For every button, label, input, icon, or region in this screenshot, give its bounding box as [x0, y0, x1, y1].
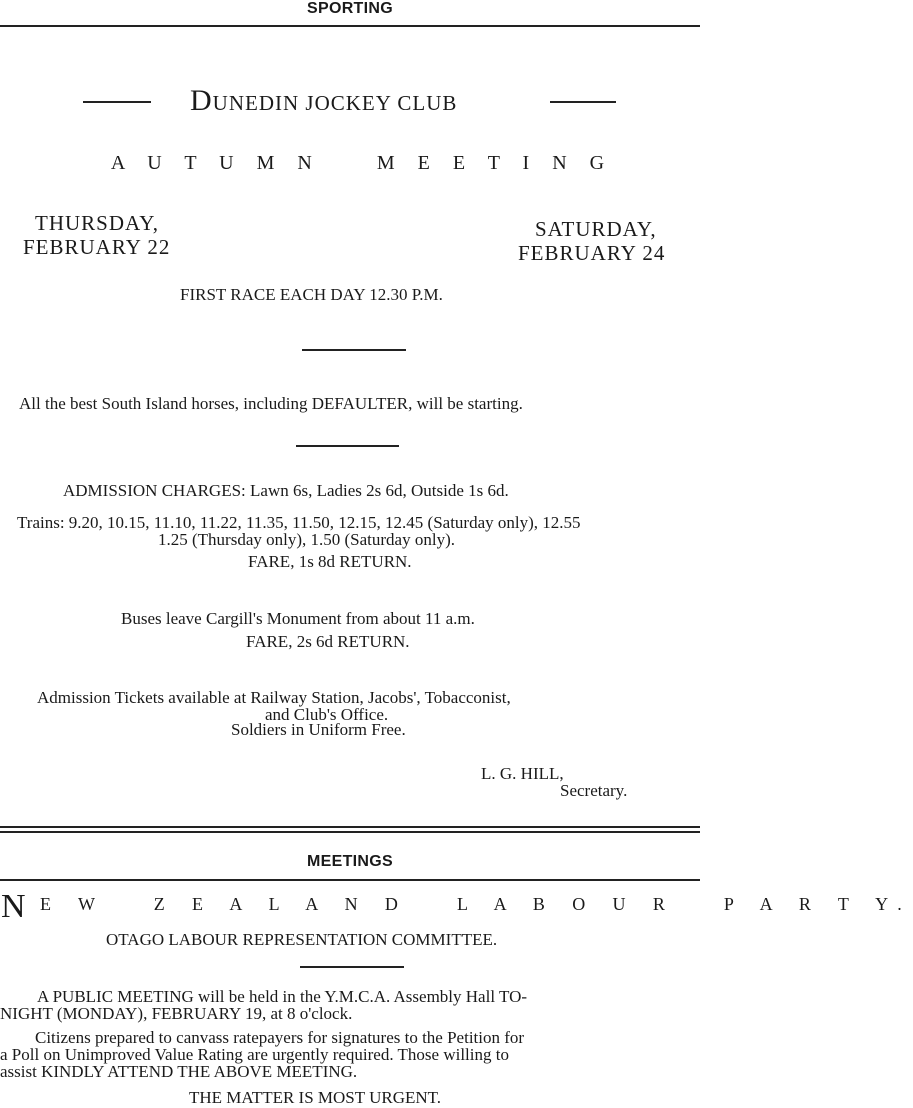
citizens-line-2: a Poll on Unimproved Value Rating are urgently required. Those willing to	[0, 1045, 509, 1064]
club-title	[190, 84, 457, 118]
public-meeting-line-2: NIGHT (MONDAY), FEBRUARY 19, at 8 o'clock.	[0, 1004, 353, 1023]
signatory-title: Secretary.	[560, 781, 628, 800]
top-rule	[0, 25, 700, 27]
admission-charges: ADMISSION CHARGES: Lawn 6s, Ladies 2s 6d, Outside 1s 6d.	[63, 481, 509, 500]
meeting-title: A U T U M N M E E T I N G	[110, 152, 614, 174]
title-dash-left	[83, 101, 151, 103]
bus-fare: FARE, 2s 6d RETURN.	[246, 632, 410, 651]
title-dash-right	[550, 101, 616, 103]
party-title-initial: N	[1, 888, 26, 925]
divider-2	[296, 445, 399, 447]
divider-1	[302, 349, 406, 351]
day1-date: FEBRUARY 22	[23, 235, 171, 259]
party-title-rest: E W Z E A L A N D L A B O U R P A R T Y.	[40, 894, 913, 914]
buses-line: Buses leave Cargill's Monument from about 11 a.m.	[121, 609, 475, 628]
day2-weekday: SATURDAY,	[535, 217, 657, 241]
trains-line-1: Trains: 9.20, 10.15, 11.10, 11.22, 11.35, 11.50, 12.15, 12.45 (Saturday only), 12.55	[17, 513, 581, 532]
train-fare: FARE, 1s 8d RETURN.	[248, 552, 412, 571]
urgent-line: THE MATTER IS MOST URGENT.	[189, 1088, 442, 1107]
club-title-initial: D	[190, 84, 213, 117]
tickets-line-1: Admission Tickets available at Railway Station, Jacobs', Tobacconist,	[37, 688, 511, 707]
separator-rule-1	[0, 826, 700, 828]
first-race: FIRST RACE EACH DAY 12.30 P.M.	[180, 285, 443, 304]
club-title-rest: UNEDIN JOCKEY CLUB	[212, 91, 458, 115]
meetings-rule	[0, 879, 700, 881]
section-heading-meetings: MEETINGS	[307, 853, 393, 870]
party-title	[0, 888, 913, 925]
citizens-line-3: assist KINDLY ATTEND THE ABOVE MEETING.	[0, 1062, 358, 1081]
soldiers-line: Soldiers in Uniform Free.	[231, 720, 406, 739]
separator-rule-2	[0, 831, 700, 833]
day1-weekday: THURSDAY,	[35, 211, 159, 235]
day2-date: FEBRUARY 24	[518, 241, 666, 265]
divider-3	[300, 966, 404, 968]
signatory-name: L. G. HILL,	[481, 764, 564, 783]
committee-line: OTAGO LABOUR REPRESENTATION COMMITTEE.	[106, 930, 498, 949]
horses-line: All the best South Island horses, including DEFAULTER, will be starting.	[19, 394, 523, 413]
citizens-line-1: Citizens prepared to canvass ratepayers for signatures to the Petition for	[35, 1028, 525, 1047]
trains-line-2: 1.25 (Thursday only), 1.50 (Saturday only).	[158, 530, 455, 549]
public-meeting-line-1: A PUBLIC MEETING will be held in the Y.M.C.A. Assembly Hall TO-	[37, 987, 528, 1006]
tickets-line-2: and Club's Office.	[265, 705, 389, 724]
section-heading-sporting: SPORTING	[307, 0, 393, 17]
